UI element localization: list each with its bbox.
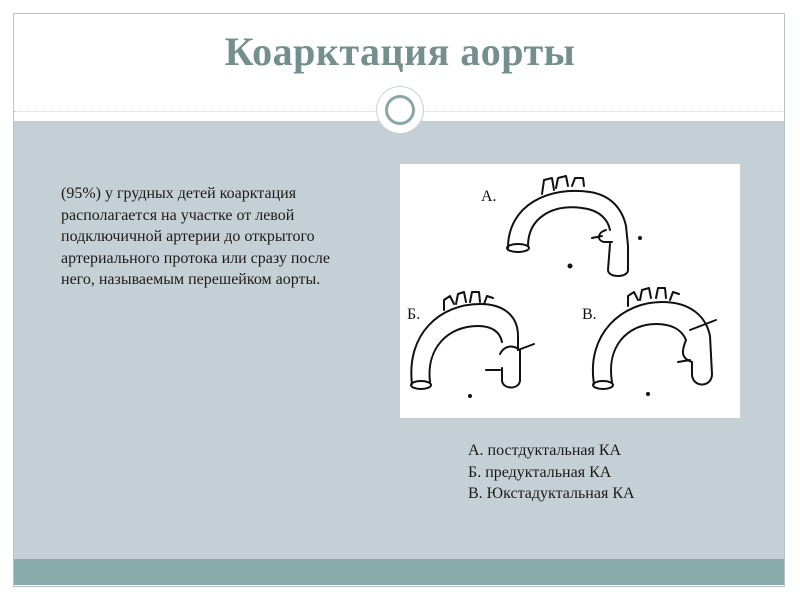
aorta-drawing-v: [593, 288, 716, 395]
figure-legend: [468, 440, 635, 505]
aorta-diagram: [400, 164, 740, 418]
figure-label-a: А.: [481, 188, 497, 205]
aorta-drawing-b: [411, 292, 534, 397]
slide-title: Коарктация аорты: [224, 29, 576, 74]
figure-label-b: Б.: [407, 306, 421, 323]
figure-label-v: В.: [582, 306, 597, 323]
decorative-ring: [376, 86, 424, 134]
legend-item: В. Юкстадуктальная КА: [468, 485, 635, 502]
footer-bar: [14, 559, 784, 585]
legend-item: А. постдуктальная КА: [468, 442, 622, 459]
body-text: (95%) у грудных детей коарктация располагается на участке от левой подключичной артерии до открытого артериального протока или сразу после него, называемым перешейком аорты.: [61, 185, 331, 288]
legend-item: Б. предуктальная КА: [468, 463, 612, 481]
circle-icon: [385, 95, 415, 125]
aorta-diagram-svg: [400, 164, 740, 418]
aorta-drawing-a: [507, 176, 641, 276]
